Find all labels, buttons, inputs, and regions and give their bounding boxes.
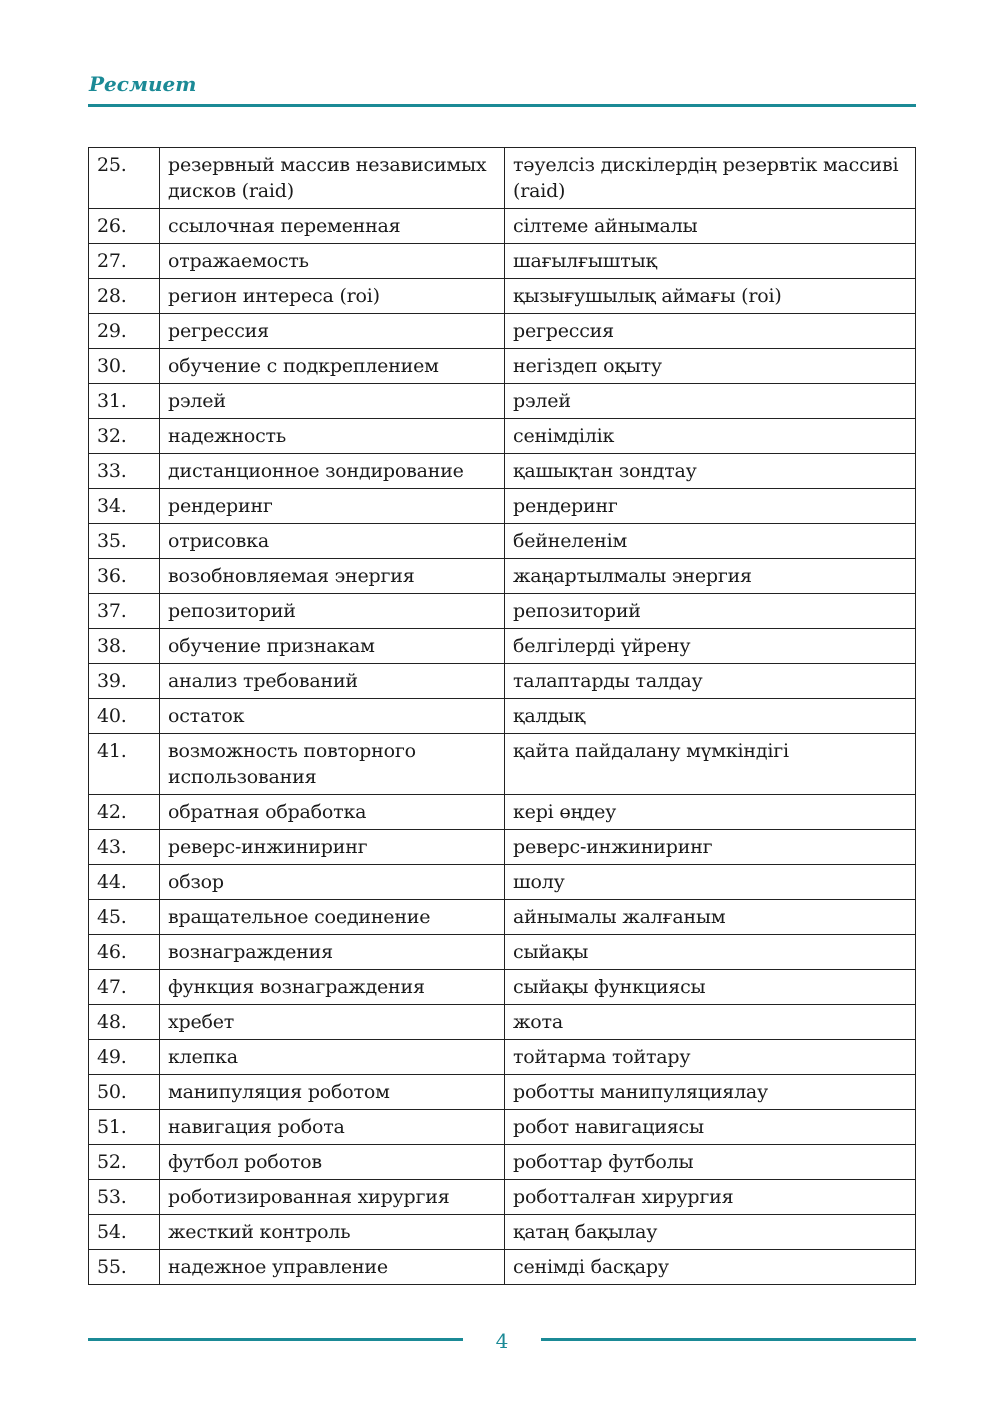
russian-term: отрисовка bbox=[160, 524, 505, 559]
kazakh-term: жаңартылмалы энергия bbox=[505, 559, 916, 594]
russian-term: регион интереса (roi) bbox=[160, 279, 505, 314]
russian-term: обзор bbox=[160, 865, 505, 900]
kazakh-term: регрессия bbox=[505, 314, 916, 349]
table-row bbox=[89, 559, 916, 594]
table-row bbox=[89, 795, 916, 830]
table-row bbox=[89, 699, 916, 734]
kazakh-term: роботталған хирургия bbox=[505, 1180, 916, 1215]
kazakh-term: роботты манипуляциялау bbox=[505, 1075, 916, 1110]
table-row bbox=[89, 1005, 916, 1040]
kazakh-term: сенімді басқару bbox=[505, 1250, 916, 1285]
table-row bbox=[89, 524, 916, 559]
russian-term: репозиторий bbox=[160, 594, 505, 629]
table-row bbox=[89, 314, 916, 349]
table-row bbox=[89, 830, 916, 865]
table-row bbox=[89, 1250, 916, 1285]
russian-term: обучение с подкреплением bbox=[160, 349, 505, 384]
kazakh-term: рендеринг bbox=[505, 489, 916, 524]
russian-term: футбол роботов bbox=[160, 1145, 505, 1180]
table-row bbox=[89, 1180, 916, 1215]
table-row bbox=[89, 1075, 916, 1110]
term-number: 52. bbox=[89, 1145, 160, 1180]
kazakh-term: қызығушылық аймағы (roi) bbox=[505, 279, 916, 314]
russian-term: рендеринг bbox=[160, 489, 505, 524]
term-number: 35. bbox=[89, 524, 160, 559]
russian-term: резервный массив независимых дисков (raid) bbox=[160, 148, 505, 209]
kazakh-term: кері өңдеу bbox=[505, 795, 916, 830]
kazakh-term: қатаң бақылау bbox=[505, 1215, 916, 1250]
table-row bbox=[89, 209, 916, 244]
table-row bbox=[89, 865, 916, 900]
table-row bbox=[89, 384, 916, 419]
table-row bbox=[89, 148, 916, 209]
russian-term: реверс-инжиниринг bbox=[160, 830, 505, 865]
russian-term: рэлей bbox=[160, 384, 505, 419]
term-number: 55. bbox=[89, 1250, 160, 1285]
kazakh-term: тәуелсіз дискілердің резервтік массиві (raid) bbox=[505, 148, 916, 209]
table-row bbox=[89, 244, 916, 279]
term-number: 42. bbox=[89, 795, 160, 830]
term-number: 47. bbox=[89, 970, 160, 1005]
term-number: 37. bbox=[89, 594, 160, 629]
kazakh-term: робот навигациясы bbox=[505, 1110, 916, 1145]
term-number: 51. bbox=[89, 1110, 160, 1145]
table-row bbox=[89, 900, 916, 935]
kazakh-term: негіздеп оқыту bbox=[505, 349, 916, 384]
table-row bbox=[89, 1110, 916, 1145]
term-number: 27. bbox=[89, 244, 160, 279]
page-number: 4 bbox=[495, 1329, 509, 1353]
russian-term: навигация робота bbox=[160, 1110, 505, 1145]
term-number: 53. bbox=[89, 1180, 160, 1215]
term-number: 40. bbox=[89, 699, 160, 734]
table-row bbox=[89, 1215, 916, 1250]
russian-term: анализ требований bbox=[160, 664, 505, 699]
kazakh-term: реверс-инжиниринг bbox=[505, 830, 916, 865]
russian-term: надежность bbox=[160, 419, 505, 454]
term-number: 38. bbox=[89, 629, 160, 664]
kazakh-term: роботтар футболы bbox=[505, 1145, 916, 1180]
running-header: Ресмиет bbox=[89, 72, 197, 96]
russian-term: отражаемость bbox=[160, 244, 505, 279]
footer-rule-left bbox=[88, 1338, 463, 1341]
russian-term: хребет bbox=[160, 1005, 505, 1040]
table-row bbox=[89, 594, 916, 629]
kazakh-term: белгілерді үйрену bbox=[505, 629, 916, 664]
russian-term: жесткий контроль bbox=[160, 1215, 505, 1250]
table-row bbox=[89, 935, 916, 970]
kazakh-term: рэлей bbox=[505, 384, 916, 419]
term-number: 25. bbox=[89, 148, 160, 209]
russian-term: остаток bbox=[160, 699, 505, 734]
term-number: 44. bbox=[89, 865, 160, 900]
russian-term: вознаграждения bbox=[160, 935, 505, 970]
term-number: 30. bbox=[89, 349, 160, 384]
term-number: 46. bbox=[89, 935, 160, 970]
term-number: 54. bbox=[89, 1215, 160, 1250]
russian-term: обучение признакам bbox=[160, 629, 505, 664]
term-number: 36. bbox=[89, 559, 160, 594]
term-number: 34. bbox=[89, 489, 160, 524]
table-row bbox=[89, 454, 916, 489]
kazakh-term: шағылғыштық bbox=[505, 244, 916, 279]
term-number: 32. bbox=[89, 419, 160, 454]
term-number: 49. bbox=[89, 1040, 160, 1075]
russian-term: возможность повторного использования bbox=[160, 734, 505, 795]
kazakh-term: сыйақы функциясы bbox=[505, 970, 916, 1005]
russian-term: возобновляемая энергия bbox=[160, 559, 505, 594]
term-number: 39. bbox=[89, 664, 160, 699]
kazakh-term: қайта пайдалану мүмкіндігі bbox=[505, 734, 916, 795]
footer-rule-right bbox=[541, 1338, 916, 1341]
kazakh-term: қалдық bbox=[505, 699, 916, 734]
kazakh-term: қашықтан зондтау bbox=[505, 454, 916, 489]
term-number: 48. bbox=[89, 1005, 160, 1040]
kazakh-term: бейнеленім bbox=[505, 524, 916, 559]
russian-term: манипуляция роботом bbox=[160, 1075, 505, 1110]
kazakh-term: айнымалы жалғаным bbox=[505, 900, 916, 935]
kazakh-term: репозиторий bbox=[505, 594, 916, 629]
table-row bbox=[89, 1145, 916, 1180]
header-rule bbox=[88, 104, 916, 107]
russian-term: клепка bbox=[160, 1040, 505, 1075]
table-row bbox=[89, 970, 916, 1005]
term-number: 43. bbox=[89, 830, 160, 865]
russian-term: роботизированная хирургия bbox=[160, 1180, 505, 1215]
table-row bbox=[89, 419, 916, 454]
kazakh-term: талаптарды талдау bbox=[505, 664, 916, 699]
russian-term: надежное управление bbox=[160, 1250, 505, 1285]
table-row bbox=[89, 629, 916, 664]
terminology-table bbox=[88, 147, 916, 1285]
table-row bbox=[89, 664, 916, 699]
table-row bbox=[89, 279, 916, 314]
term-number: 28. bbox=[89, 279, 160, 314]
table-row bbox=[89, 349, 916, 384]
russian-term: обратная обработка bbox=[160, 795, 505, 830]
table-row bbox=[89, 734, 916, 795]
russian-term: ссылочная переменная bbox=[160, 209, 505, 244]
kazakh-term: жота bbox=[505, 1005, 916, 1040]
kazakh-term: тойтарма тойтару bbox=[505, 1040, 916, 1075]
term-number: 41. bbox=[89, 734, 160, 795]
russian-term: регрессия bbox=[160, 314, 505, 349]
table-row bbox=[89, 489, 916, 524]
term-number: 50. bbox=[89, 1075, 160, 1110]
russian-term: дистанционное зондирование bbox=[160, 454, 505, 489]
term-number: 29. bbox=[89, 314, 160, 349]
term-number: 31. bbox=[89, 384, 160, 419]
term-number: 45. bbox=[89, 900, 160, 935]
kazakh-term: сілтеме айнымалы bbox=[505, 209, 916, 244]
kazakh-term: сенімділік bbox=[505, 419, 916, 454]
term-number: 33. bbox=[89, 454, 160, 489]
table-row bbox=[89, 1040, 916, 1075]
kazakh-term: шолу bbox=[505, 865, 916, 900]
russian-term: вращательное соединение bbox=[160, 900, 505, 935]
russian-term: функция вознаграждения bbox=[160, 970, 505, 1005]
term-number: 26. bbox=[89, 209, 160, 244]
kazakh-term: сыйақы bbox=[505, 935, 916, 970]
